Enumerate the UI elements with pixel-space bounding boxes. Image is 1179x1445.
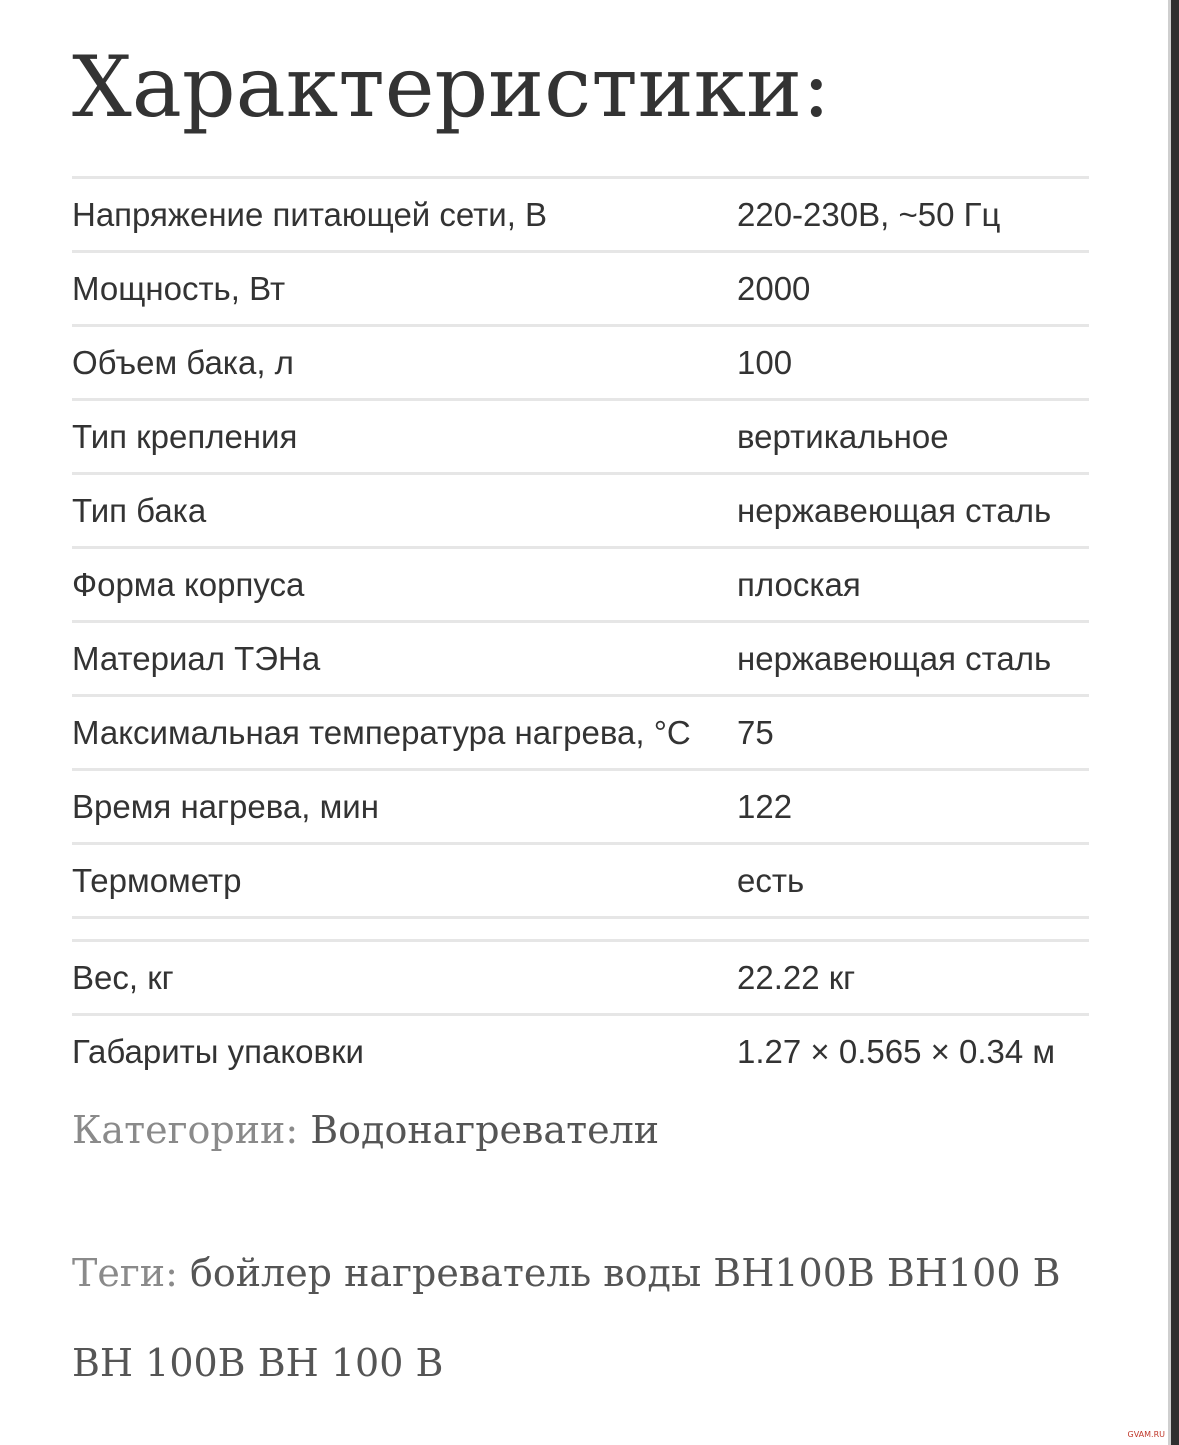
spec-label: Габариты упаковки [72,1032,364,1070]
spec-label: Объем бака, л [72,343,294,381]
spec-label: Тип бака [72,491,207,529]
table-row [72,179,1089,253]
spec-value: плоская [737,565,861,603]
watermark: GVAM.RU [1127,1430,1165,1439]
spec-value: 100 [737,343,793,381]
table-row [72,845,1089,919]
table-row [72,253,1089,327]
spec-value: вертикальное [737,417,949,455]
spec-label: Время нагрева, мин [72,787,379,825]
spec-value: 75 [737,713,774,751]
tags-label: Теги: [72,1251,178,1295]
tag-link[interactable]: ВН100 В [886,1251,1061,1295]
spec-value: 2000 [737,269,811,307]
product-specs-page [72,0,1089,1385]
table-row [72,623,1089,697]
spec-value: 122 [737,787,793,825]
table-row [72,475,1089,549]
spec-label: Тип крепления [72,417,298,455]
scrollbar[interactable] [1171,0,1179,1445]
spec-label: Вес, кг [72,958,174,996]
spec-label: Термометр [72,861,242,899]
table-row [72,697,1089,771]
table-row [72,771,1089,845]
table-divider [72,919,1089,942]
table-row [72,1016,1089,1087]
spec-value: нержавеющая сталь [737,639,1052,677]
spec-value: 22.22 кг [737,958,856,996]
product-tags [72,1228,1089,1408]
spec-label: Напряжение питающей сети, В [72,195,548,233]
spec-label: Максимальная температура нагрева, °C [72,713,691,751]
tag-link[interactable]: нагреватель воды [344,1251,702,1295]
tag-link[interactable]: ВН100В [713,1251,875,1295]
spec-value: есть [737,861,805,899]
spec-value: нержавеющая сталь [737,491,1052,529]
page-title: Характеристики: [72,38,831,136]
spec-label: Мощность, Вт [72,269,286,307]
spec-label: Форма корпуса [72,565,305,603]
categories-label: Категории: [72,1108,299,1152]
table-row [72,401,1089,475]
spec-value: 1.27 × 0.565 × 0.34 м [737,1032,1056,1070]
category-link[interactable]: Водонагреватели [310,1108,660,1152]
spec-value: 220-230В, ~50 Гц [737,195,1001,233]
table-row [72,942,1089,1016]
product-categories [72,1108,659,1152]
table-row [72,327,1089,401]
spec-label: Материал ТЭНа [72,639,321,677]
tag-link[interactable]: ВН 100 В [257,1341,444,1385]
specs-table [72,176,1089,1087]
tag-link[interactable]: бойлер [189,1251,333,1295]
tag-link[interactable]: ВН 100В [72,1341,246,1385]
table-row [72,549,1089,623]
